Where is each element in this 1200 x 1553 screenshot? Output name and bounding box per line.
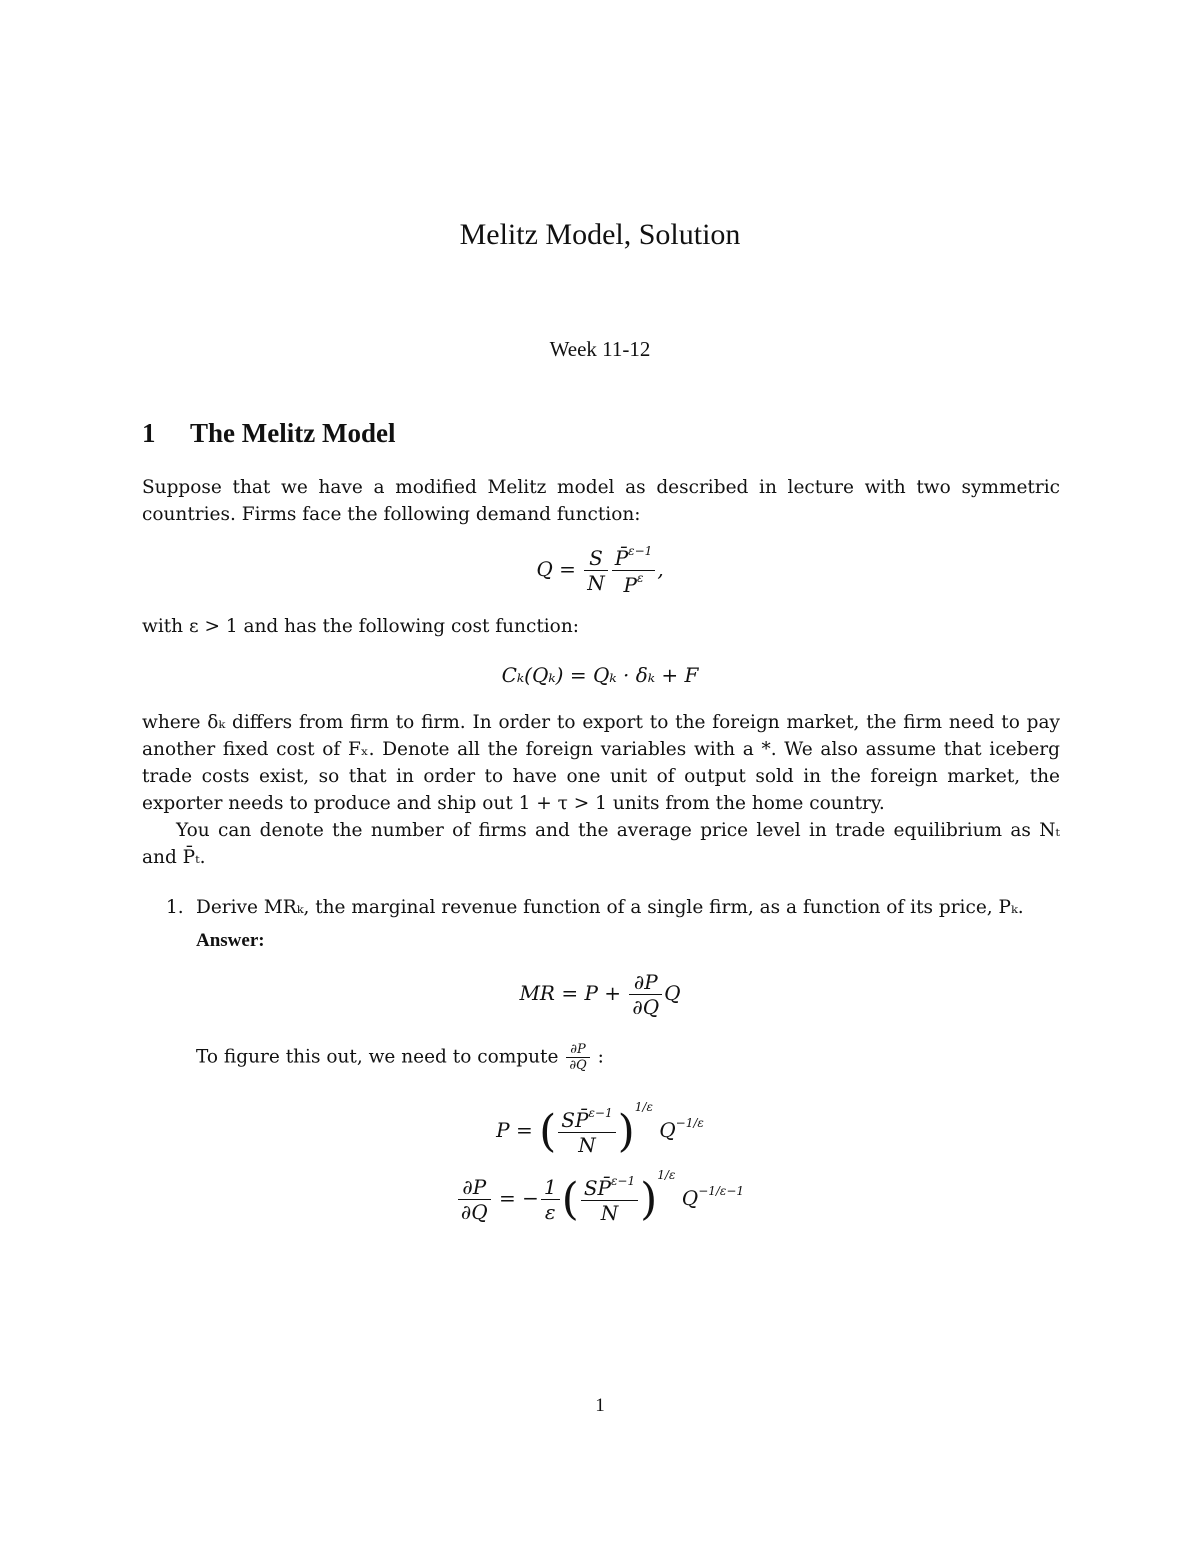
list-item-1 <box>166 894 1066 921</box>
right-paren-icon: ) <box>640 1174 658 1225</box>
left-paren-icon: ( <box>539 1106 557 1157</box>
compute-frac <box>566 1042 589 1073</box>
paragraph-intro: Suppose that we have a modified Melitz model as described in lecture with two symmetric countries. Firms face the following demand function: <box>142 477 1060 525</box>
eq-dp-eq: = − <box>499 1186 539 1210</box>
eq-dp-outer-sup: 1/ε <box>657 1168 676 1182</box>
eq-dp-num-sup: ε−1 <box>610 1174 636 1188</box>
compute-num: ∂P <box>566 1042 589 1058</box>
eq-demand-frac2-num-sup: ε−1 <box>628 544 653 558</box>
eq-demand-frac2-den-sup: ε <box>637 571 644 585</box>
eq-dp-coef-num: 1 <box>541 1175 560 1200</box>
eq-mr-tail: Q <box>664 981 681 1005</box>
eq-p-frac <box>558 1106 615 1157</box>
page-number: 1 <box>595 1395 605 1416</box>
eq-demand-frac2-den: P <box>623 573 638 597</box>
eq-p-tail-sup: −1/ε <box>675 1116 704 1130</box>
paragraph-cost-intro: with ε > 1 and has the following cost function: <box>142 616 579 637</box>
eq-demand-frac1-num: S <box>584 546 608 571</box>
section-heading <box>142 418 395 449</box>
section-title: The Melitz Model <box>190 418 396 448</box>
equation-mr <box>0 970 1200 1019</box>
eq-dp-coef-frac <box>541 1175 560 1224</box>
eq-p-num: SP̄ <box>561 1108 589 1132</box>
eq-p-outer-sup: 1/ε <box>634 1100 653 1114</box>
eq-mr-den: ∂Q <box>632 995 660 1019</box>
eq-mr-lhs: MR = P + <box>519 981 622 1005</box>
answer-label: Answer: <box>196 930 265 951</box>
eq-dp-lhs-den: ∂Q <box>460 1200 488 1224</box>
right-paren-icon: ) <box>617 1106 635 1157</box>
eq-dp-tail-sup: −1/ε−1 <box>698 1184 745 1198</box>
equation-price <box>0 1100 1200 1157</box>
eq-dp-coef-den: ε <box>544 1200 556 1224</box>
eq-demand-frac2-num: P̄ <box>614 546 629 570</box>
eq-mr-frac <box>629 970 662 1019</box>
paragraph-export: where δₖ differs from firm to firm. In order to export to the foreign market, the firm need to pay another fixed cost of Fₓ. Denote all the foreign variables with a *. We also assume that iceberg trade costs exist, so that in order to have one unit of output sold in the foreign market, the exporter needs to produce and ship out 1 + τ > 1 units from the home country. <box>142 712 1060 814</box>
eq-demand-frac2 <box>612 544 656 597</box>
eq-p-tail: Q <box>659 1118 676 1142</box>
document-title: Melitz Model, Solution <box>459 218 741 251</box>
eq-demand-frac1-den: N <box>587 571 605 595</box>
document-subtitle: Week 11-12 <box>549 337 651 361</box>
eq-p-num-sup: ε−1 <box>588 1106 613 1120</box>
section-number: 1 <box>142 418 156 448</box>
eq-p-den: N <box>578 1133 596 1157</box>
equation-cost: Cₖ(Qₖ) = Qₖ · δₖ + F <box>501 663 699 687</box>
eq-demand-tail: , <box>657 557 664 581</box>
eq-dp-frac <box>581 1174 638 1225</box>
eq-p-lhs: P = <box>496 1118 533 1142</box>
compute-tail: : <box>597 1046 604 1068</box>
eq-dp-lhs-num: ∂P <box>458 1175 491 1200</box>
list-item-text: Derive MRₖ, the marginal revenue function of a single firm, as a function of its price, Pₖ. <box>196 897 1024 918</box>
eq-demand-frac1 <box>584 546 608 595</box>
eq-dp-num: SP̄ <box>583 1176 611 1200</box>
compute-text: To figure this out, we need to compute <box>196 1046 559 1068</box>
eq-mr-num: ∂P <box>629 970 662 995</box>
eq-dp-tail: Q <box>681 1186 699 1210</box>
left-paren-icon: ( <box>561 1174 579 1225</box>
eq-dp-lhs-frac <box>458 1175 491 1224</box>
paragraph-notation: You can denote the number of firms and the average price level in trade equilibrium as Nₜ and P̄ₜ. <box>142 820 1060 868</box>
list-item-marker: 1. <box>166 897 184 918</box>
equation-demand <box>0 544 1200 597</box>
equation-derivative <box>0 1168 1200 1225</box>
compute-den: ∂Q <box>569 1058 587 1073</box>
compute-line <box>196 1042 604 1073</box>
eq-dp-den: N <box>600 1201 619 1225</box>
eq-demand-lhs: Q = <box>536 557 576 581</box>
